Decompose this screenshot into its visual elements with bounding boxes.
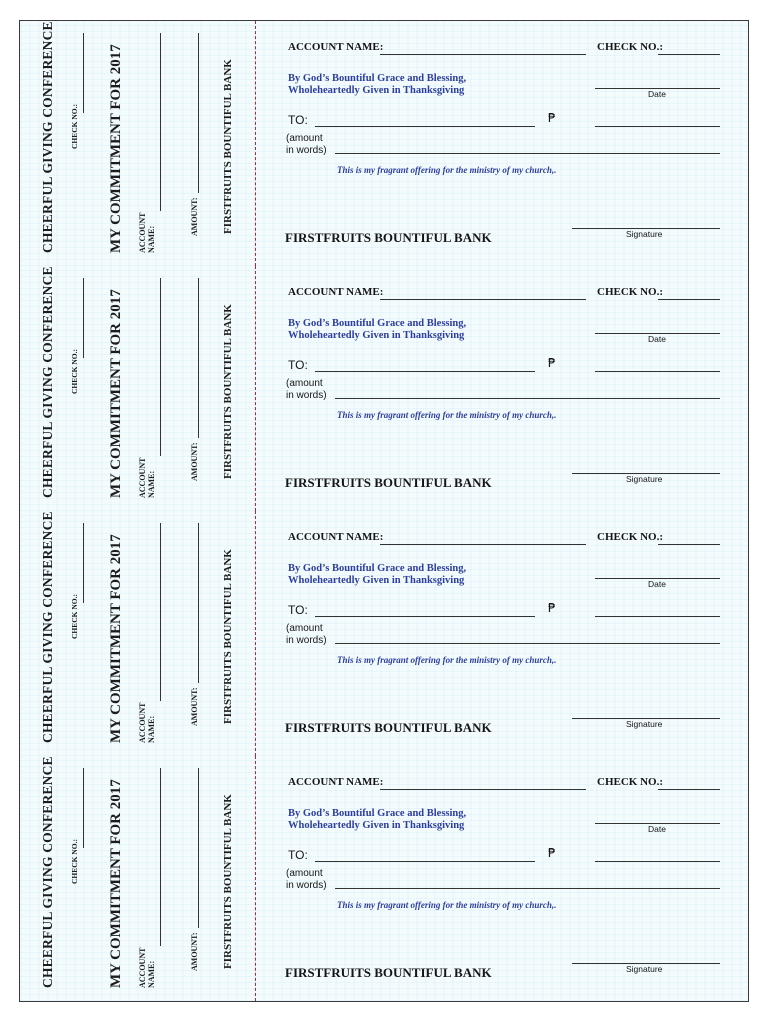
stub-check-no-line [83, 278, 84, 358]
payee-line[interactable] [315, 616, 535, 617]
signature-label: Signature [626, 229, 663, 239]
fragrant-offering-text: This is my fragrant offering for the ministry of my church,. [337, 410, 557, 420]
stub-check-no-label: CHECK NO.: [70, 594, 79, 639]
stub-account-name-line [160, 33, 161, 211]
perforation-line [255, 21, 256, 266]
stub-check-no-label: CHECK NO.: [70, 349, 79, 394]
stub-bank-name: FIRSTFRUITS BOUNTIFUL BANK [222, 549, 234, 724]
account-name-label: ACCOUNT NAME: [288, 286, 384, 298]
stub-account-name-line [160, 768, 161, 946]
grace-blessing-text [288, 318, 466, 342]
stub-check-no-label: CHECK NO.: [70, 839, 79, 884]
stub-title: CHEERFUL GIVING CONFERENCE [40, 266, 55, 498]
bank-name: FIRSTFRUITS BOUNTIFUL BANK [285, 475, 492, 490]
payee-line[interactable] [315, 861, 535, 862]
amount-words-line[interactable] [335, 888, 720, 889]
check-voucher [20, 21, 748, 267]
stub-account-name-label: ACCOUNT NAME: [138, 212, 156, 253]
check-no-line[interactable] [658, 789, 720, 790]
amount-figure-line[interactable] [595, 616, 720, 617]
signature-label: Signature [626, 964, 663, 974]
fragrant-offering-text: This is my fragrant offering for the ministry of my church,. [337, 655, 557, 665]
date-label: Date [648, 334, 666, 344]
signature-label: Signature [626, 474, 663, 484]
stub-account-name-label: ACCOUNT NAME: [138, 702, 156, 743]
amount-words-line-2: in words) [286, 880, 327, 891]
payee-line[interactable] [315, 371, 535, 372]
amount-figure-line[interactable] [595, 861, 720, 862]
check-sheet [19, 20, 749, 1002]
stub-commitment-title: MY COMMITMENT FOR 2017 [108, 289, 124, 498]
date-label: Date [648, 824, 666, 834]
perforation-line [255, 511, 256, 756]
check-voucher [20, 511, 748, 757]
to-label: TO: [288, 358, 308, 372]
amount-figure-line[interactable] [595, 371, 720, 372]
perforation-line [255, 266, 256, 511]
check-no-label: CHECK NO.: [597, 531, 663, 543]
to-label: TO: [288, 603, 308, 617]
stub-amount-label: AMOUNT: [190, 197, 199, 236]
amount-words-line[interactable] [335, 643, 720, 644]
stub-commitment-title: MY COMMITMENT FOR 2017 [108, 44, 124, 253]
stub-check-no-line [83, 523, 84, 603]
payee-line[interactable] [315, 126, 535, 127]
grace-line-2: Wholeheartedly Given in Thanksgiving [288, 820, 465, 831]
account-name-line[interactable] [380, 299, 586, 300]
amount-words-line-1: (amount [286, 378, 323, 389]
amount-in-words-label [286, 378, 327, 402]
peso-sign: ₱ [548, 111, 556, 125]
bank-name: FIRSTFRUITS BOUNTIFUL BANK [285, 230, 492, 245]
check-voucher [20, 266, 748, 512]
grace-blessing-text [288, 73, 466, 97]
grace-line-2: Wholeheartedly Given in Thanksgiving [288, 85, 465, 96]
stub-account-name-label: ACCOUNT NAME: [138, 457, 156, 498]
amount-words-line-1: (amount [286, 868, 323, 879]
grace-line-1: By God’s Bountiful Grace and Blessing, [288, 808, 467, 819]
check-no-line[interactable] [658, 544, 720, 545]
account-name-line[interactable] [380, 54, 586, 55]
stub-account-name-line [160, 278, 161, 456]
account-name-line[interactable] [380, 544, 586, 545]
bank-name: FIRSTFRUITS BOUNTIFUL BANK [285, 965, 492, 980]
stub-amount-line [198, 768, 199, 928]
check-no-line[interactable] [658, 299, 720, 300]
stub-account-name-label: ACCOUNT NAME: [138, 947, 156, 988]
stub-check-no-line [83, 33, 84, 113]
check-no-label: CHECK NO.: [597, 286, 663, 298]
amount-words-line[interactable] [335, 153, 720, 154]
stub-amount-label: AMOUNT: [190, 932, 199, 971]
stub-check-no-label: CHECK NO.: [70, 104, 79, 149]
account-name-label: ACCOUNT NAME: [288, 531, 384, 543]
check-no-label: CHECK NO.: [597, 41, 663, 53]
grace-blessing-text [288, 563, 466, 587]
grace-line-1: By God’s Bountiful Grace and Blessing, [288, 73, 467, 84]
amount-words-line[interactable] [335, 398, 720, 399]
account-name-line[interactable] [380, 789, 586, 790]
amount-figure-line[interactable] [595, 126, 720, 127]
amount-words-line-1: (amount [286, 623, 323, 634]
stub-title: CHEERFUL GIVING CONFERENCE [40, 21, 55, 253]
stub-bank-name: FIRSTFRUITS BOUNTIFUL BANK [222, 794, 234, 969]
check-no-label: CHECK NO.: [597, 776, 663, 788]
stub-amount-line [198, 33, 199, 193]
grace-line-1: By God’s Bountiful Grace and Blessing, [288, 563, 467, 574]
date-label: Date [648, 89, 666, 99]
fragrant-offering-text: This is my fragrant offering for the ministry of my church,. [337, 165, 557, 175]
stub-bank-name: FIRSTFRUITS BOUNTIFUL BANK [222, 59, 234, 234]
peso-sign: ₱ [548, 846, 556, 860]
stub-account-name-line [160, 523, 161, 701]
stub-title: CHEERFUL GIVING CONFERENCE [40, 756, 55, 988]
stub-bank-name: FIRSTFRUITS BOUNTIFUL BANK [222, 304, 234, 479]
check-voucher [20, 756, 748, 1001]
peso-sign: ₱ [548, 601, 556, 615]
grace-blessing-text [288, 808, 466, 832]
grace-line-2: Wholeheartedly Given in Thanksgiving [288, 330, 465, 341]
signature-label: Signature [626, 719, 663, 729]
to-label: TO: [288, 848, 308, 862]
grace-line-2: Wholeheartedly Given in Thanksgiving [288, 575, 465, 586]
account-name-label: ACCOUNT NAME: [288, 41, 384, 53]
stub-commitment-title: MY COMMITMENT FOR 2017 [108, 534, 124, 743]
fragrant-offering-text: This is my fragrant offering for the ministry of my church,. [337, 900, 557, 910]
amount-in-words-label [286, 133, 327, 157]
amount-in-words-label [286, 623, 327, 647]
account-name-label: ACCOUNT NAME: [288, 776, 384, 788]
stub-amount-line [198, 278, 199, 438]
grace-line-1: By God’s Bountiful Grace and Blessing, [288, 318, 467, 329]
stub-check-no-line [83, 768, 84, 848]
to-label: TO: [288, 113, 308, 127]
stub-title: CHEERFUL GIVING CONFERENCE [40, 511, 55, 743]
stub-amount-line [198, 523, 199, 683]
amount-words-line-2: in words) [286, 635, 327, 646]
peso-sign: ₱ [548, 356, 556, 370]
stub-amount-label: AMOUNT: [190, 687, 199, 726]
amount-words-line-2: in words) [286, 390, 327, 401]
amount-words-line-1: (amount [286, 133, 323, 144]
stub-amount-label: AMOUNT: [190, 442, 199, 481]
amount-in-words-label [286, 868, 327, 892]
bank-name: FIRSTFRUITS BOUNTIFUL BANK [285, 720, 492, 735]
date-label: Date [648, 579, 666, 589]
perforation-line [255, 756, 256, 1001]
stub-commitment-title: MY COMMITMENT FOR 2017 [108, 779, 124, 988]
amount-words-line-2: in words) [286, 145, 327, 156]
check-no-line[interactable] [658, 54, 720, 55]
